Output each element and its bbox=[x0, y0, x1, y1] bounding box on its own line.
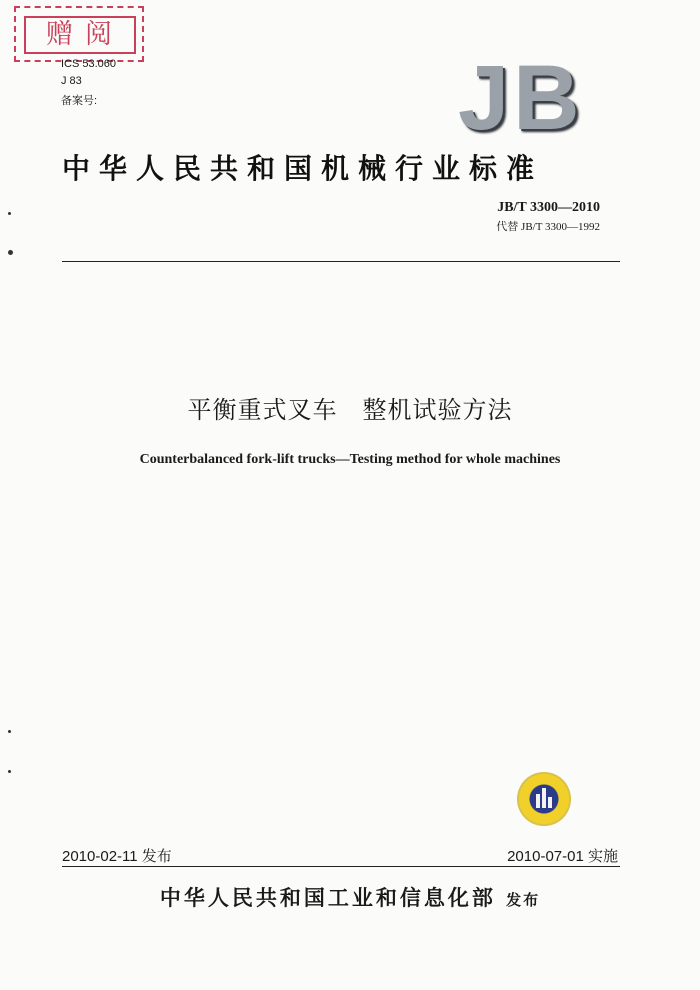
issuer-suffix: 发布 bbox=[506, 891, 541, 909]
jb-logo: JB bbox=[458, 47, 584, 149]
ics-code: ICS 53.060 bbox=[61, 58, 117, 70]
header-divider bbox=[62, 261, 620, 262]
english-title: Counterbalanced fork-lift trucks—Testing method for whole machines bbox=[139, 452, 561, 467]
standard-code-block bbox=[496, 200, 600, 234]
scan-mark bbox=[8, 770, 11, 773]
standard-number: JB/T 3300—2010 bbox=[497, 200, 600, 215]
issuing-authority bbox=[0, 882, 700, 912]
issue-date: 2010-02-11 发布 bbox=[62, 848, 172, 865]
chinese-title: 平衡重式叉车 整机试验方法 bbox=[187, 396, 513, 424]
replaces-standard: 代替 JB/T 3300—1992 bbox=[496, 221, 600, 233]
record-number-label: 备案号: bbox=[61, 95, 98, 107]
ccs-code: J 83 bbox=[61, 75, 82, 87]
stamp-text: 赠阅 bbox=[24, 16, 136, 54]
publisher-seal-icon bbox=[517, 772, 571, 826]
footer-divider bbox=[62, 866, 620, 867]
standard-category-heading: 中华人民共和国机械行业标准 bbox=[62, 152, 544, 185]
scan-mark bbox=[8, 730, 11, 733]
scan-mark bbox=[8, 212, 11, 215]
issuer-name: 中华人民共和国工业和信息化部 bbox=[159, 886, 496, 910]
scan-mark bbox=[8, 250, 13, 255]
review-stamp bbox=[14, 6, 144, 62]
effective-date: 2010-07-01 实施 bbox=[507, 848, 618, 865]
